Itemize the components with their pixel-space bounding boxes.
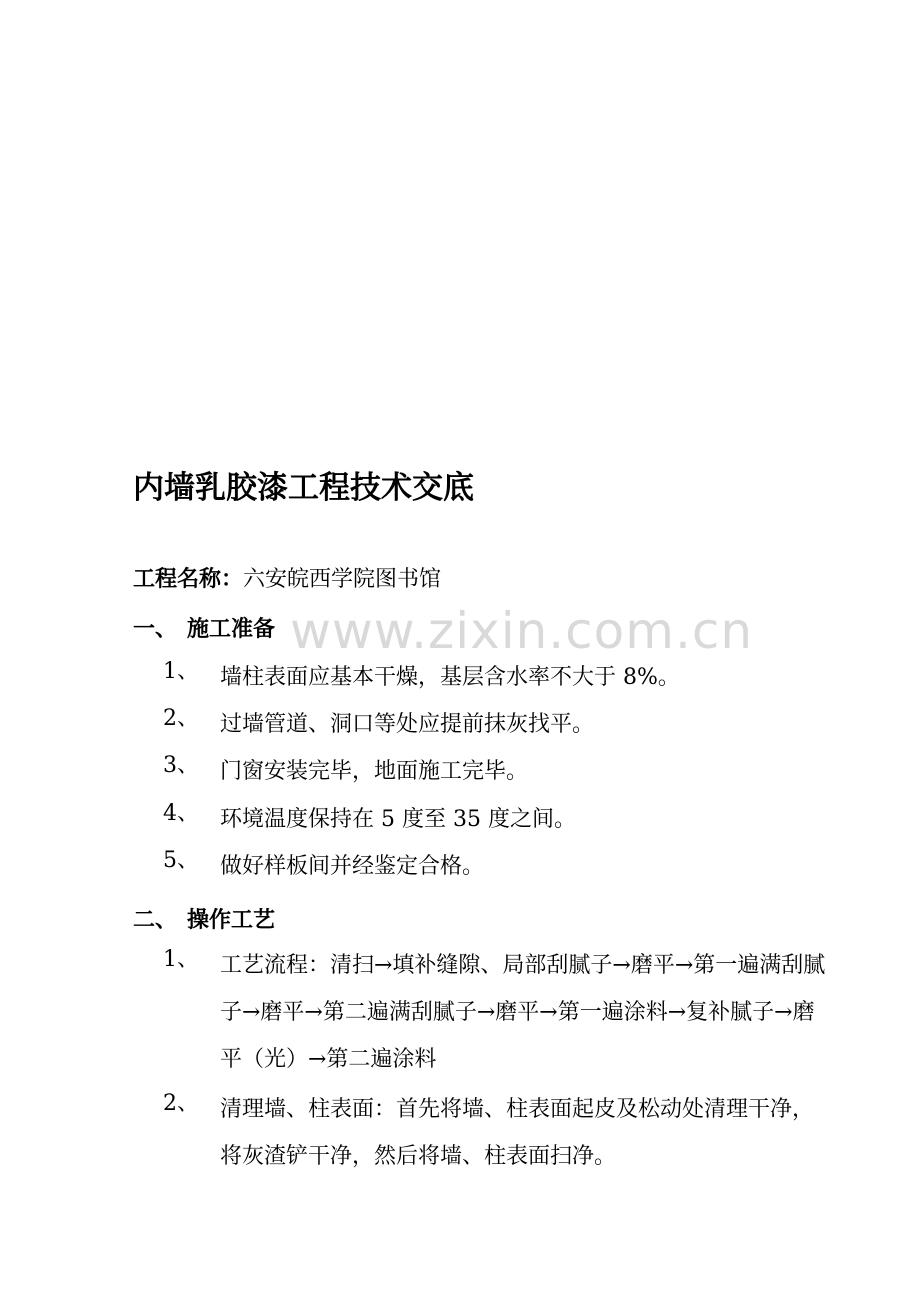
item-number: 3、 xyxy=(163,753,199,778)
item-text: 墙柱表面应基本干燥，基层含水率不大于 8%。 xyxy=(220,665,680,690)
project-name-line xyxy=(133,562,441,593)
item-text: 清理墙、柱表面：首先将墙、柱表面起皮及松动处清理干净，将灰渣铲干净，然后将墙、柱表面扫净。 xyxy=(220,1097,815,1169)
item-text: 做好样板间并经鉴定合格。 xyxy=(220,854,485,879)
item-text: 过墙管道、洞口等处应提前抹灰找平。 xyxy=(220,712,595,737)
section-number: 一、 xyxy=(133,617,178,642)
item-number: 2、 xyxy=(163,706,199,731)
item-text: 工艺流程：清扫→填补缝隙、局部刮腻子→磨平→第一遍满刮腻子→磨平→第二遍满刮腻子→磨平→第一遍涂料→复补腻子→磨平（光）→第二遍涂料 xyxy=(220,953,826,1072)
item-number: 5、 xyxy=(163,848,199,873)
watermark: www.zixin.com.cn xyxy=(290,602,754,660)
section-title: 操作工艺 xyxy=(187,908,276,933)
section-title: 施工准备 xyxy=(187,617,276,642)
item-number: 1、 xyxy=(163,659,199,684)
item-text: 环境温度保持在 5 度至 35 度之间。 xyxy=(220,807,576,832)
project-name-value: 六安皖西学院图书馆 xyxy=(243,567,442,592)
item-number: 4、 xyxy=(163,801,199,826)
section-heading-preparation xyxy=(133,612,275,643)
item-text: 门窗安装完毕，地面施工完毕。 xyxy=(220,759,529,784)
item-number: 1、 xyxy=(163,947,199,972)
project-name-label: 工程名称： xyxy=(133,567,244,592)
item-number: 2、 xyxy=(163,1091,199,1116)
section-number: 二、 xyxy=(133,908,178,933)
section-heading-operation xyxy=(133,903,275,934)
document-title: 内墙乳胶漆工程技术交底 xyxy=(133,470,474,506)
